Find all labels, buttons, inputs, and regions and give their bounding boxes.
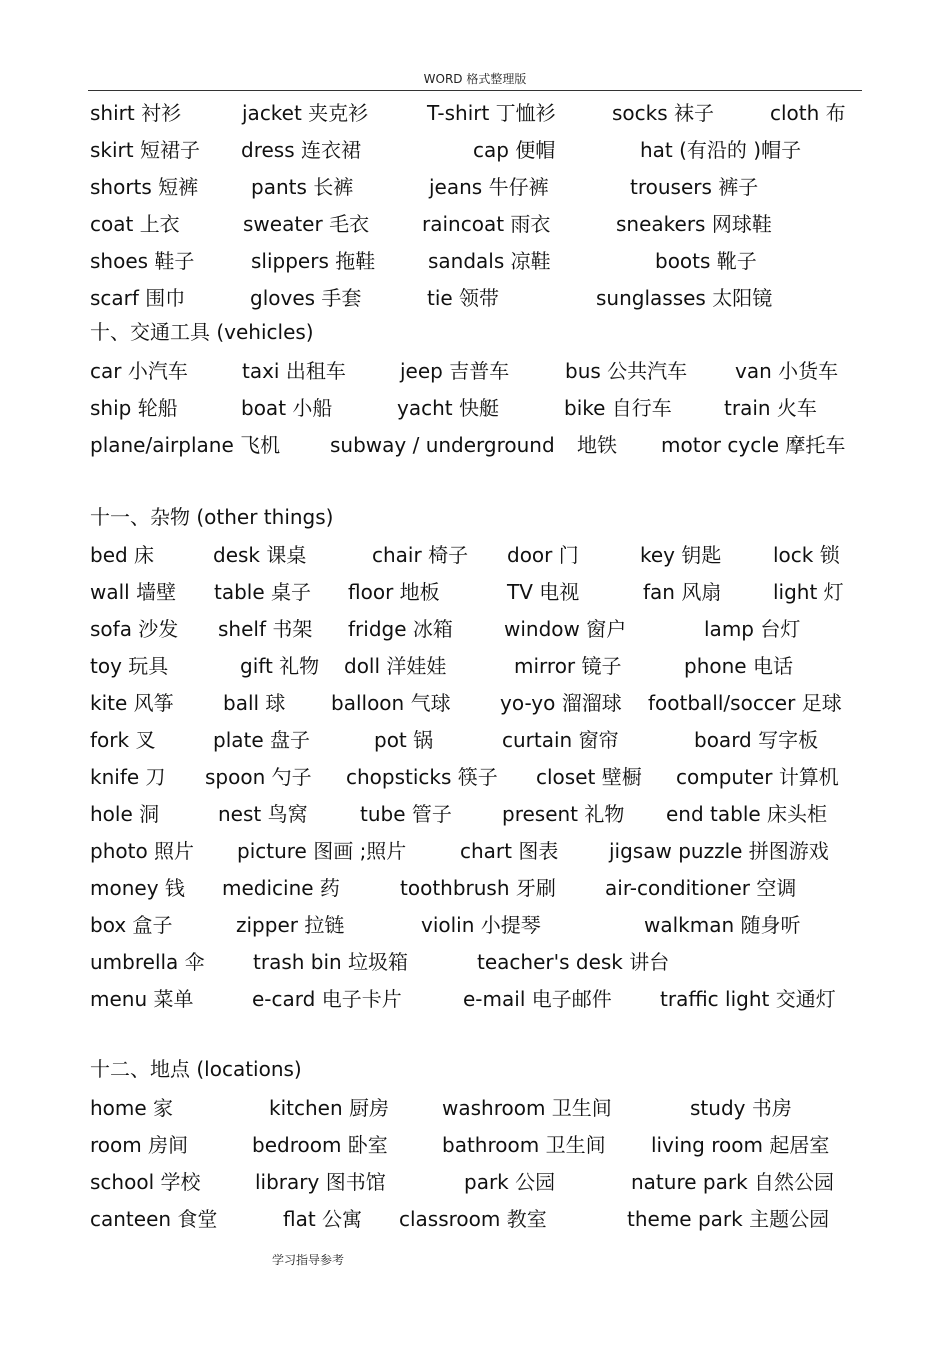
vocab-entry: theme park 主题公园 (627, 1207, 830, 1231)
vocab-entry: subway / underground (330, 433, 555, 457)
vocab-entry: living room 起居室 (651, 1133, 830, 1157)
vocab-entry: TV 电视 (507, 580, 580, 604)
vocab-entry: phone 电话 (684, 654, 793, 678)
vocab-entry: picture 图画 ;照片 (237, 839, 407, 863)
page-footer: 学习指导参考 (272, 1253, 345, 1267)
vocab-entry: traffic light 交通灯 (660, 987, 836, 1011)
vocab-entry: menu 菜单 (90, 987, 194, 1011)
vocab-entry: sandals 凉鞋 (428, 249, 551, 273)
vocab-entry: air-conditioner 空调 (605, 876, 797, 900)
vocab-entry: classroom 教室 (399, 1207, 547, 1231)
vocab-entry: photo 照片 (90, 839, 195, 863)
vocab-entry: kite 风筝 (90, 691, 174, 715)
vocab-entry: box 盒子 (90, 913, 173, 937)
vocab-entry: medicine 药 (222, 876, 340, 900)
vocab-entry: hole 洞 (90, 802, 160, 826)
vocab-entry: bathroom 卫生间 (442, 1133, 606, 1157)
vocab-entry: ship 轮船 (90, 396, 178, 420)
vocab-entry: zipper 拉链 (236, 913, 345, 937)
vocab-entry: yacht 快艇 (397, 396, 499, 420)
vocab-entry: computer 计算机 (676, 765, 839, 789)
vocab-entry: plane/airplane 飞机 (90, 433, 281, 457)
vocab-entry: tie 领带 (427, 286, 500, 310)
vocab-entry: balloon 气球 (331, 691, 451, 715)
vocab-entry: socks 袜子 (612, 101, 715, 125)
vocab-entry: slippers 拖鞋 (251, 249, 376, 273)
vocab-entry: shelf 书架 (218, 617, 313, 641)
vocab-entry: pot 锅 (374, 728, 434, 752)
vocab-entry: room 房间 (90, 1133, 189, 1157)
vocab-entry: bike 自行车 (564, 396, 672, 420)
vocab-entry: trash bin 垃圾箱 (253, 950, 409, 974)
vocab-entry: train 火车 (724, 396, 817, 420)
vocab-entry: ball 球 (223, 691, 286, 715)
vocab-entry: umbrella 伞 (90, 950, 205, 974)
vocab-entry: chart 图表 (460, 839, 559, 863)
vocab-entry: 地铁 (577, 433, 617, 457)
vocab-entry: fridge 冰箱 (348, 617, 453, 641)
section-title: 十、交通工具 (vehicles) (90, 320, 314, 344)
vocab-entry: fan 风扇 (643, 580, 722, 604)
vocab-entry: table 桌子 (214, 580, 312, 604)
vocab-entry: bedroom 卧室 (252, 1133, 388, 1157)
vocab-entry: walkman 随身听 (644, 913, 801, 937)
vocab-entry: skirt 短裙子 (90, 138, 200, 162)
vocab-entry: bus 公共汽车 (565, 359, 688, 383)
vocab-entry: washroom 卫生间 (442, 1096, 612, 1120)
vocab-entry: jeans 牛仔裤 (429, 175, 549, 199)
vocab-entry: light 灯 (773, 580, 844, 604)
section-title: 十二、地点 (locations) (90, 1057, 302, 1081)
vocab-entry: toy 玩具 (90, 654, 169, 678)
header-rule (88, 90, 862, 91)
vocab-entry: sofa 沙发 (90, 617, 179, 641)
vocab-entry: boots 靴子 (655, 249, 757, 273)
vocab-entry: shorts 短裤 (90, 175, 199, 199)
vocab-entry: curtain 窗帘 (502, 728, 619, 752)
vocab-entry: chopsticks 筷子 (346, 765, 498, 789)
vocab-entry: teacher's desk 讲台 (477, 950, 670, 974)
vocab-entry: toothbrush 牙刷 (400, 876, 556, 900)
vocab-entry: boat 小船 (241, 396, 333, 420)
vocab-entry: yo-yo 溜溜球 (500, 691, 622, 715)
vocab-entry: T-shirt 丁恤衫 (427, 101, 556, 125)
vocab-entry: sunglasses 太阳镜 (596, 286, 773, 310)
vocab-entry: end table 床头柜 (666, 802, 828, 826)
vocab-entry: bed 床 (90, 543, 155, 567)
vocab-entry: doll 洋娃娃 (344, 654, 447, 678)
page-header: WORD 格式整理版 (423, 72, 527, 86)
vocab-entry: nest 鸟窝 (218, 802, 308, 826)
vocab-entry: car 小汽车 (90, 359, 188, 383)
vocab-entry: door 门 (507, 543, 579, 567)
vocab-entry: school 学校 (90, 1170, 201, 1194)
vocab-entry: present 礼物 (502, 802, 625, 826)
vocab-entry: closet 壁橱 (536, 765, 642, 789)
vocab-entry: gift 礼物 (240, 654, 320, 678)
vocab-entry: window 窗户 (504, 617, 627, 641)
section-title: 十一、杂物 (other things) (90, 505, 334, 529)
vocab-entry: coat 上衣 (90, 212, 180, 236)
vocab-entry: desk 课桌 (213, 543, 307, 567)
vocab-entry: tube 管子 (360, 802, 452, 826)
vocab-entry: money 钱 (90, 876, 185, 900)
vocab-entry: cap 便帽 (473, 138, 556, 162)
vocab-entry: dress 连衣裙 (241, 138, 361, 162)
vocab-entry: motor cycle 摩托车 (661, 433, 846, 457)
vocab-entry: chair 椅子 (372, 543, 469, 567)
vocab-entry: home 家 (90, 1096, 174, 1120)
vocab-entry: gloves 手套 (250, 286, 362, 310)
vocab-entry: fork 叉 (90, 728, 156, 752)
vocab-entry: floor 地板 (348, 580, 440, 604)
vocab-entry: pants 长裤 (251, 175, 354, 199)
vocab-entry: shoes 鞋子 (90, 249, 195, 273)
vocab-entry: wall 墙壁 (90, 580, 177, 604)
vocab-entry: violin 小提琴 (421, 913, 541, 937)
vocab-entry: scarf 围巾 (90, 286, 186, 310)
vocab-entry: spoon 勺子 (205, 765, 312, 789)
vocab-entry: lock 锁 (773, 543, 840, 567)
vocab-entry: study 书房 (690, 1096, 792, 1120)
vocab-entry: mirror 镜子 (514, 654, 622, 678)
vocab-entry: e-mail 电子邮件 (463, 987, 612, 1011)
vocab-entry: park 公园 (464, 1170, 556, 1194)
vocab-entry: board 写字板 (694, 728, 819, 752)
vocab-entry: football/soccer 足球 (648, 691, 842, 715)
vocab-entry: taxi 出租车 (242, 359, 346, 383)
vocab-entry: canteen 食堂 (90, 1207, 218, 1231)
vocab-entry: jacket 夹克衫 (242, 101, 369, 125)
vocab-entry: shirt 衬衫 (90, 101, 182, 125)
vocab-entry: raincoat 雨衣 (422, 212, 551, 236)
vocab-entry: knife 刀 (90, 765, 166, 789)
vocab-entry: hat (有沿的 )帽子 (640, 138, 802, 162)
vocab-entry: key 钥匙 (640, 543, 722, 567)
vocab-entry: sweater 毛衣 (243, 212, 370, 236)
vocab-entry: jigsaw puzzle 拼图游戏 (609, 839, 829, 863)
vocab-entry: cloth 布 (770, 101, 846, 125)
vocab-entry: van 小货车 (735, 359, 839, 383)
vocab-entry: flat 公寓 (283, 1207, 363, 1231)
vocab-entry: nature park 自然公园 (631, 1170, 835, 1194)
vocab-entry: sneakers 网球鞋 (616, 212, 772, 236)
vocab-entry: plate 盘子 (213, 728, 311, 752)
vocab-entry: kitchen 厨房 (269, 1096, 389, 1120)
vocab-entry: library 图书馆 (255, 1170, 386, 1194)
vocab-entry: jeep 吉普车 (400, 359, 510, 383)
vocab-entry: lamp 台灯 (704, 617, 801, 641)
vocab-entry: e-card 电子卡片 (252, 987, 402, 1011)
vocab-entry: trousers 裤子 (630, 175, 759, 199)
